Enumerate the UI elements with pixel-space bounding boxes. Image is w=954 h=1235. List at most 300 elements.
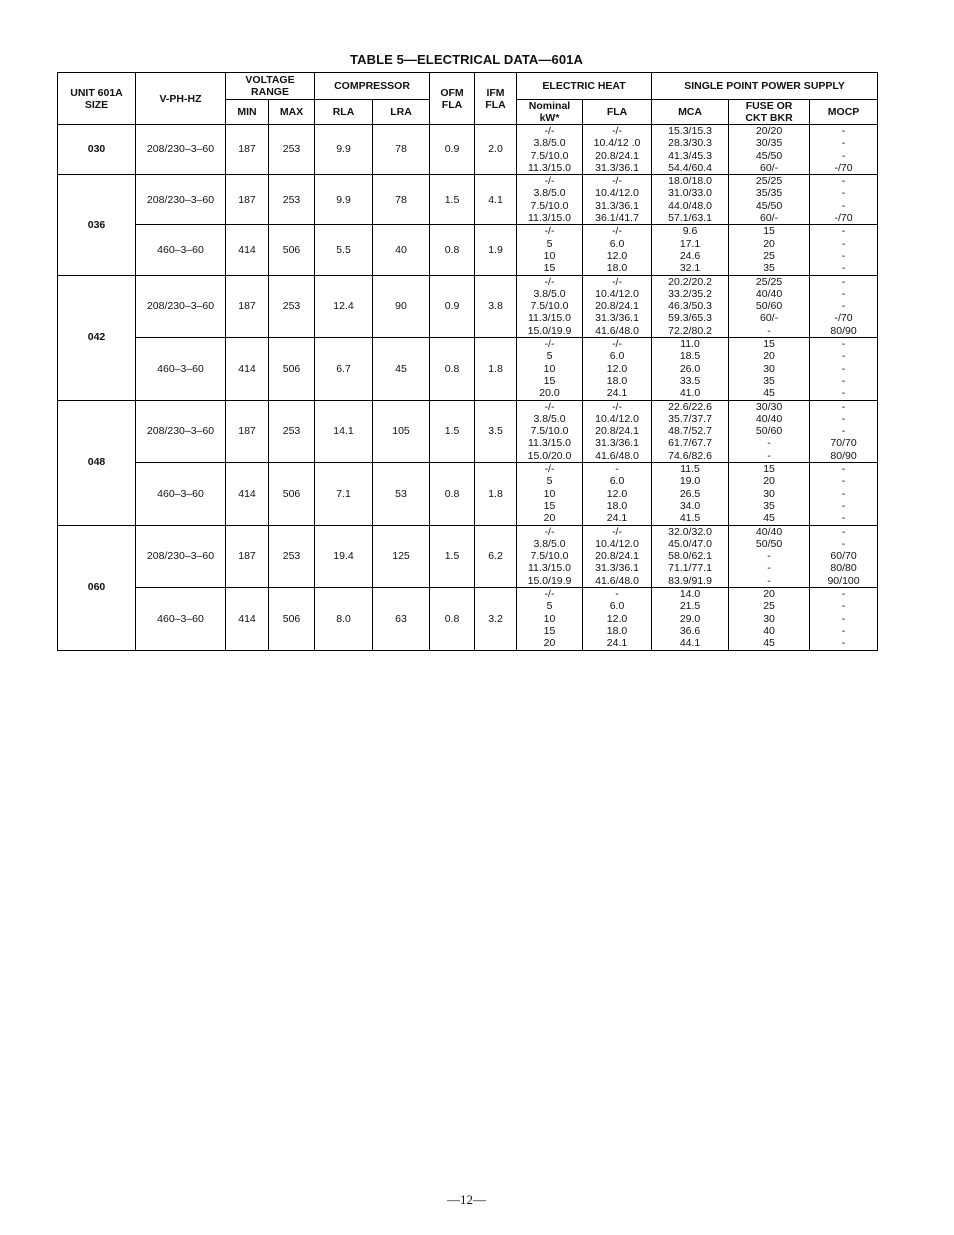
fuse-cell: [729, 463, 810, 526]
heat-fla-value: 20.8/24.1: [595, 550, 639, 563]
mocp-cell: [810, 275, 878, 338]
header-compressor: COMPRESSOR: [315, 73, 430, 100]
fuse-value: -: [767, 550, 771, 563]
mca-value: 35.7/37.7: [668, 412, 712, 425]
nominal-kw-value: 7.5/10.0: [530, 425, 569, 438]
max-cell: 506: [269, 463, 315, 526]
lra-cell: 45: [373, 338, 430, 401]
rla-cell: 6.7: [315, 338, 373, 401]
mca-value: 59.3/65.3: [668, 312, 712, 325]
max-cell: 253: [269, 125, 315, 175]
mca-value: 17.1: [679, 237, 701, 250]
mca-cell: [652, 225, 729, 275]
lra-cell: 40: [373, 225, 430, 275]
nominal-kw-cell: [517, 225, 583, 275]
nominal-kw-value: 3.8/5.0: [533, 412, 566, 425]
mocp-value: -: [841, 475, 846, 488]
fuse-value: -: [767, 324, 771, 337]
heat-fla-value: 18.0: [606, 624, 628, 637]
mca-value: 26.0: [679, 362, 701, 375]
heat-fla-value: 12.0: [606, 249, 628, 262]
heat-fla-value: -/-: [612, 338, 622, 351]
mca-value: 22.6/22.6: [668, 400, 712, 413]
nominal-kw-value: 10: [543, 612, 556, 625]
mca-value: 29.0: [679, 612, 701, 625]
mca-value: 32.0/32.0: [668, 525, 712, 538]
mca-value: 33.2/35.2: [668, 287, 712, 300]
ifm-fla-cell: 6.2: [475, 525, 517, 588]
nominal-kw-value: 15.0/19.9: [527, 574, 572, 587]
nominal-kw-value: 11.3/15.0: [528, 562, 572, 575]
ofm-fla-cell: 1.5: [430, 525, 475, 588]
mca-value: 57.1/63.1: [668, 212, 712, 225]
mocp-value: -: [841, 387, 846, 400]
fuse-value: 30: [763, 362, 775, 375]
min-cell: 187: [226, 400, 269, 463]
nominal-kw-cell: [517, 125, 583, 175]
nominal-kw-value: 15.0/20.0: [527, 449, 572, 462]
nominal-kw-value: 5: [546, 350, 553, 363]
fuse-value: 35/35: [755, 187, 783, 200]
mocp-value: -: [841, 175, 846, 188]
mca-cell: [652, 275, 729, 338]
heat-fla-value: 12.0: [606, 487, 628, 500]
header-ifm-fla: IFM FLA: [475, 73, 517, 125]
fuse-value: 60/-: [759, 212, 779, 225]
mca-cell: [652, 463, 729, 526]
max-cell: 253: [269, 525, 315, 588]
nominal-kw-cell: [517, 525, 583, 588]
heat-fla-value: 31.3/36.1: [595, 199, 639, 212]
rla-cell: 12.4: [315, 275, 373, 338]
fuse-value: 50/50: [755, 537, 783, 550]
mocp-value: 80/90: [830, 324, 857, 337]
heat-fla-value: 18.0: [606, 262, 628, 275]
mca-cell: [652, 338, 729, 401]
heat-fla-cell: [583, 275, 652, 338]
nominal-kw-value: -/-: [544, 463, 555, 476]
mocp-cell: [810, 338, 878, 401]
mca-value: 54.4/60.4: [668, 161, 712, 174]
nominal-kw-value: -/-: [544, 225, 555, 238]
mca-value: 61.7/67.7: [668, 437, 712, 450]
header-nominal-kw: Nominal kW*: [517, 100, 583, 125]
mca-value: 36.6: [679, 624, 701, 637]
fuse-value: 60/-: [759, 161, 779, 174]
max-cell: 506: [269, 588, 315, 651]
mocp-value: -: [841, 287, 846, 300]
rla-cell: 7.1: [315, 463, 373, 526]
fuse-cell: [729, 338, 810, 401]
fuse-value: 50/60: [755, 300, 783, 313]
heat-fla-value: 10.4/12.0: [595, 537, 639, 550]
fuse-value: 15: [763, 463, 775, 476]
header-fuse: FUSE OR CKT BKR: [729, 100, 810, 125]
heat-fla-value: 31.3/36.1: [595, 312, 639, 325]
mca-value: 28.3/30.3: [668, 137, 712, 150]
lra-cell: 125: [373, 525, 430, 588]
vphz-cell: 460–3–60: [136, 463, 226, 526]
mocp-value: -: [841, 525, 846, 538]
heat-fla-value: 12.0: [606, 612, 628, 625]
fuse-value: 45/50: [755, 199, 783, 212]
mocp-value: -: [841, 499, 846, 512]
mocp-value: 90/100: [827, 574, 860, 587]
vphz-cell: 460–3–60: [136, 225, 226, 275]
mca-value: 11.0: [680, 338, 700, 351]
header-vphz: V-PH-HZ: [136, 73, 226, 125]
header-mca: MCA: [652, 100, 729, 125]
mocp-value: -: [841, 612, 846, 625]
nominal-kw-value: 15: [543, 624, 556, 637]
mca-value: 18.0/18.0: [668, 175, 712, 188]
mocp-cell: [810, 400, 878, 463]
vphz-cell: 208/230–3–60: [136, 125, 226, 175]
mca-value: 74.6/82.6: [668, 449, 712, 462]
vphz-cell: 208/230–3–60: [136, 400, 226, 463]
max-cell: 253: [269, 275, 315, 338]
mca-value: 19.0: [679, 475, 701, 488]
mocp-value: -: [841, 137, 846, 150]
nominal-kw-value: 3.8/5.0: [533, 287, 566, 300]
fuse-cell: [729, 588, 810, 651]
nominal-kw-value: 15: [543, 374, 556, 387]
nominal-kw-value: 20: [543, 637, 556, 650]
heat-fla-cell: [583, 463, 652, 526]
mocp-value: -/70: [834, 161, 853, 174]
table-row: [58, 125, 878, 175]
vphz-cell: 460–3–60: [136, 588, 226, 651]
ofm-fla-cell: 0.8: [430, 338, 475, 401]
heat-fla-value: 18.0: [606, 374, 628, 387]
heat-fla-value: -/-: [612, 400, 622, 413]
lra-cell: 90: [373, 275, 430, 338]
mocp-value: -: [841, 512, 846, 525]
nominal-kw-value: 7.5/10.0: [530, 149, 569, 162]
mocp-value: -: [841, 588, 846, 601]
min-cell: 187: [226, 275, 269, 338]
fuse-value: 20: [763, 350, 775, 363]
nominal-kw-cell: [517, 588, 583, 651]
mca-value: 45.0/47.0: [668, 537, 712, 550]
ifm-fla-cell: 3.2: [475, 588, 517, 651]
fuse-value: 40/40: [755, 412, 783, 425]
nominal-kw-cell: [517, 463, 583, 526]
mocp-value: 60/70: [830, 550, 857, 563]
mca-value: 46.3/50.3: [668, 300, 712, 313]
nominal-kw-value: -/-: [544, 588, 555, 601]
nominal-kw-value: 11.3/15.0: [528, 437, 572, 450]
fuse-value: 20: [763, 588, 775, 601]
rla-cell: 9.9: [315, 175, 373, 225]
min-cell: 414: [226, 588, 269, 651]
mocp-value: -: [841, 149, 846, 162]
mocp-value: 80/90: [830, 449, 857, 462]
mca-value: 24.6: [679, 249, 701, 262]
fuse-value: 45: [763, 387, 775, 400]
heat-fla-value: -: [615, 463, 619, 476]
mocp-cell: [810, 175, 878, 225]
mocp-cell: [810, 525, 878, 588]
heat-fla-value: 24.1: [606, 637, 628, 650]
fuse-value: 45: [763, 637, 775, 650]
ifm-fla-cell: 1.9: [475, 225, 517, 275]
mca-value: 18.5: [679, 350, 701, 363]
ifm-fla-cell: 3.5: [475, 400, 517, 463]
fuse-cell: [729, 525, 810, 588]
mocp-value: -/70: [834, 312, 853, 325]
nominal-kw-cell: [517, 275, 583, 338]
table-row: [58, 175, 878, 225]
min-cell: 187: [226, 525, 269, 588]
fuse-value: 30/35: [755, 137, 783, 150]
mca-value: 33.5: [679, 374, 701, 387]
min-cell: 414: [226, 225, 269, 275]
heat-fla-value: -/-: [612, 275, 622, 288]
vphz-cell: 208/230–3–60: [136, 525, 226, 588]
nominal-kw-value: 3.8/5.0: [533, 537, 566, 550]
fuse-value: 35: [763, 262, 775, 275]
fuse-value: -: [767, 437, 771, 450]
mocp-cell: [810, 588, 878, 651]
fuse-value: 50/60: [755, 425, 783, 438]
mocp-value: -: [841, 362, 846, 375]
rla-cell: 19.4: [315, 525, 373, 588]
ifm-fla-cell: 4.1: [475, 175, 517, 225]
mca-value: 58.0/62.1: [668, 550, 712, 563]
heat-fla-value: 10.4/12.0: [595, 187, 639, 200]
heat-fla-value: 20.8/24.1: [595, 425, 639, 438]
heat-fla-value: 31.3/36.1: [595, 437, 639, 450]
heat-fla-value: 31.3/36.1: [595, 161, 639, 174]
rla-cell: 9.9: [315, 125, 373, 175]
fuse-cell: [729, 400, 810, 463]
mca-cell: [652, 525, 729, 588]
rla-cell: 14.1: [315, 400, 373, 463]
heat-fla-value: 10.4/12.0: [595, 287, 639, 300]
header-min: MIN: [226, 100, 269, 125]
lra-cell: 63: [373, 588, 430, 651]
fuse-value: 30/30: [755, 400, 783, 413]
rla-cell: 8.0: [315, 588, 373, 651]
nominal-kw-value: 20.0: [539, 387, 560, 400]
max-cell: 253: [269, 400, 315, 463]
fuse-value: 20: [763, 475, 775, 488]
max-cell: 506: [269, 338, 315, 401]
mca-value: 41.5: [679, 512, 701, 525]
mocp-cell: [810, 463, 878, 526]
mca-value: 11.5: [680, 463, 700, 476]
max-cell: 253: [269, 175, 315, 225]
heat-fla-value: 10.4/12 .0: [593, 137, 641, 150]
nominal-kw-value: 20: [543, 512, 556, 525]
vphz-cell: 208/230–3–60: [136, 175, 226, 225]
lra-cell: 78: [373, 175, 430, 225]
nominal-kw-value: 10: [543, 487, 556, 500]
mocp-value: -: [841, 350, 846, 363]
mocp-value: -: [841, 249, 846, 262]
fuse-value: 30: [763, 487, 775, 500]
mca-value: 15.3/15.3: [668, 125, 712, 137]
mca-cell: [652, 125, 729, 175]
mocp-value: 80/80: [830, 562, 857, 575]
header-ofm-fla: OFM FLA: [430, 73, 475, 125]
table-body: [58, 125, 878, 651]
mocp-value: -: [841, 425, 846, 438]
min-cell: 414: [226, 338, 269, 401]
mocp-value: -: [841, 237, 846, 250]
nominal-kw-value: 10: [543, 249, 556, 262]
mca-value: 48.7/52.7: [668, 425, 712, 438]
heat-fla-value: -/-: [612, 525, 622, 538]
mocp-cell: [810, 125, 878, 175]
nominal-kw-value: 11.3/15.0: [528, 161, 572, 174]
ifm-fla-cell: 1.8: [475, 338, 517, 401]
mocp-value: -: [841, 187, 846, 200]
heat-fla-cell: [583, 225, 652, 275]
rla-cell: 5.5: [315, 225, 373, 275]
heat-fla-value: 18.0: [606, 499, 628, 512]
mca-value: 72.2/80.2: [668, 324, 712, 337]
mocp-value: -: [841, 125, 846, 137]
heat-fla-value: 12.0: [606, 362, 628, 375]
mca-cell: [652, 400, 729, 463]
heat-fla-value: 41.6/48.0: [595, 449, 639, 462]
unit-size-cell: 030: [58, 125, 136, 175]
nominal-kw-value: -/-: [544, 175, 555, 188]
heat-fla-value: 41.6/48.0: [595, 324, 639, 337]
nominal-kw-value: 11.3/15.0: [528, 312, 572, 325]
heat-fla-cell: [583, 338, 652, 401]
ofm-fla-cell: 0.9: [430, 275, 475, 338]
mocp-value: -: [841, 300, 846, 313]
header-mocp: MOCP: [810, 100, 878, 125]
lra-cell: 105: [373, 400, 430, 463]
nominal-kw-cell: [517, 338, 583, 401]
mocp-value: -: [841, 487, 846, 500]
mca-value: 26.5: [679, 487, 701, 500]
fuse-cell: [729, 275, 810, 338]
nominal-kw-value: 7.5/10.0: [530, 300, 569, 313]
fuse-value: 15: [763, 338, 775, 351]
heat-fla-value: -/-: [612, 125, 622, 137]
mocp-value: -: [841, 463, 846, 476]
fuse-value: 20/20: [755, 125, 783, 137]
table-header: [58, 73, 878, 125]
fuse-value: -: [767, 449, 771, 462]
mca-cell: [652, 175, 729, 225]
nominal-kw-value: 5: [546, 237, 553, 250]
fuse-value: 35: [763, 499, 775, 512]
fuse-cell: [729, 175, 810, 225]
heat-fla-value: 24.1: [606, 512, 628, 525]
nominal-kw-cell: [517, 175, 583, 225]
fuse-value: -: [767, 574, 771, 587]
fuse-value: 45/50: [755, 149, 783, 162]
mca-value: 31.0/33.0: [668, 187, 712, 200]
fuse-value: 30: [763, 612, 775, 625]
fuse-value: -: [767, 562, 771, 575]
mocp-value: -/70: [834, 212, 853, 225]
min-cell: 187: [226, 125, 269, 175]
mca-value: 41.3/45.3: [668, 149, 712, 162]
mca-value: 34.0: [679, 499, 701, 512]
nominal-kw-value: 7.5/10.0: [530, 199, 569, 212]
mca-value: 20.2/20.2: [668, 275, 712, 288]
heat-fla-value: 6.0: [609, 237, 625, 250]
ofm-fla-cell: 1.5: [430, 175, 475, 225]
header-rla: RLA: [315, 100, 373, 125]
heat-fla-value: 6.0: [609, 600, 625, 613]
mocp-value: -: [841, 262, 846, 275]
electrical-data-table: [57, 72, 878, 651]
nominal-kw-value: 11.3/15.0: [528, 212, 572, 225]
mca-value: 41.0: [679, 387, 701, 400]
mocp-value: -: [841, 275, 846, 288]
mca-value: 21.5: [679, 600, 701, 613]
unit-size-cell: 036: [58, 175, 136, 275]
unit-size-cell: 042: [58, 275, 136, 400]
heat-fla-value: 10.4/12.0: [595, 412, 639, 425]
ofm-fla-cell: 0.9: [430, 125, 475, 175]
unit-size-cell: 060: [58, 525, 136, 650]
fuse-value: 40: [763, 624, 775, 637]
nominal-kw-cell: [517, 400, 583, 463]
fuse-value: 25/25: [755, 275, 783, 288]
fuse-value: 15: [763, 225, 775, 238]
header-unit-size: UNIT 601A SIZE: [58, 73, 136, 125]
min-cell: 187: [226, 175, 269, 225]
header-electric-heat: ELECTRIC HEAT: [517, 73, 652, 100]
mocp-value: -: [841, 374, 846, 387]
heat-fla-value: -: [615, 588, 619, 601]
fuse-value: 20: [763, 237, 775, 250]
fuse-value: 25: [763, 600, 775, 613]
mca-cell: [652, 588, 729, 651]
fuse-value: 25: [763, 249, 775, 262]
mocp-value: -: [841, 225, 846, 238]
lra-cell: 53: [373, 463, 430, 526]
nominal-kw-value: -/-: [544, 400, 555, 413]
nominal-kw-value: 3.8/5.0: [533, 137, 566, 150]
fuse-value: 60/-: [759, 312, 779, 325]
heat-fla-value: 31.3/36.1: [595, 562, 639, 575]
ofm-fla-cell: 0.8: [430, 225, 475, 275]
nominal-kw-value: 15.0/19.9: [527, 324, 572, 337]
table-row: [58, 275, 878, 338]
fuse-value: 45: [763, 512, 775, 525]
mca-value: 44.0/48.0: [668, 199, 712, 212]
mca-value: 32.1: [679, 262, 701, 275]
vphz-cell: 460–3–60: [136, 338, 226, 401]
max-cell: 506: [269, 225, 315, 275]
vphz-cell: 208/230–3–60: [136, 275, 226, 338]
unit-size-cell: 048: [58, 400, 136, 525]
heat-fla-value: -/-: [612, 225, 622, 238]
min-cell: 414: [226, 463, 269, 526]
mocp-value: -: [841, 637, 846, 650]
table-row: [58, 338, 878, 401]
table-row: [58, 463, 878, 526]
fuse-value: 40/40: [755, 287, 783, 300]
ofm-fla-cell: 0.8: [430, 588, 475, 651]
nominal-kw-value: 15: [543, 499, 556, 512]
table-row: [58, 525, 878, 588]
mocp-value: -: [841, 338, 846, 351]
nominal-kw-value: 15: [543, 262, 556, 275]
mocp-value: -: [841, 412, 846, 425]
heat-fla-cell: [583, 525, 652, 588]
